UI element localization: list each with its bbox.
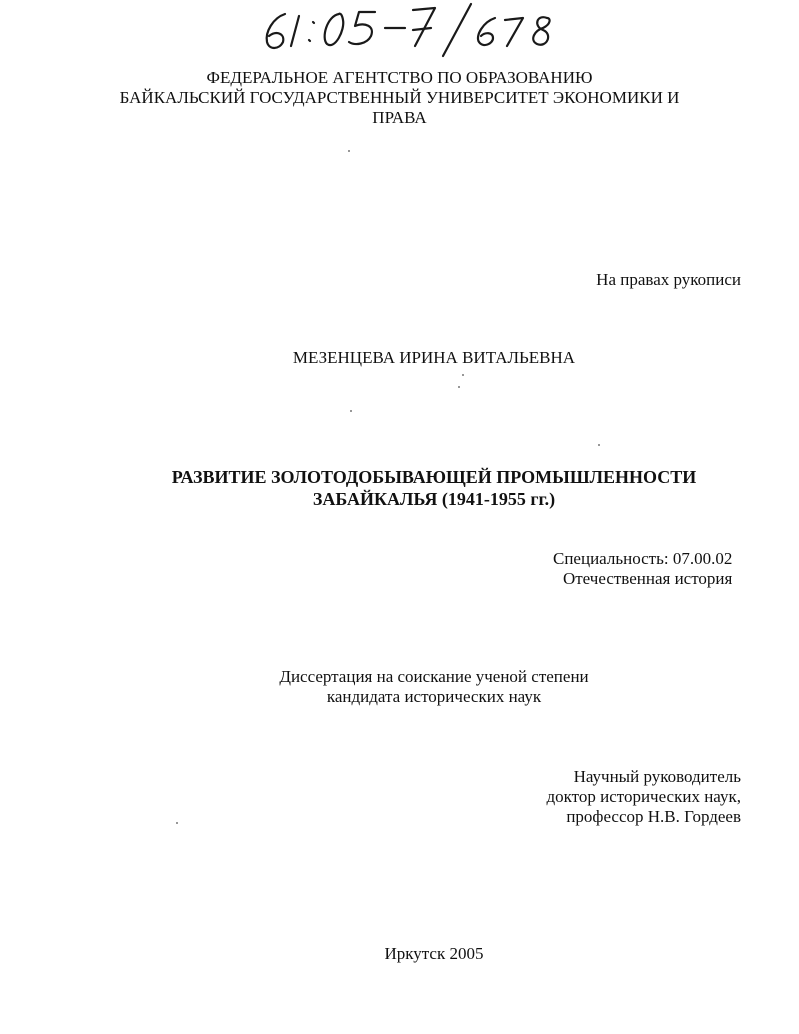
header-agency: ФЕДЕРАЛЬНОЕ АГЕНТСТВО ПО ОБРАЗОВАНИЮ [206,68,593,87]
supervisor-role: Научный руководитель [573,767,741,786]
title-line-2: ЗАБАЙКАЛЬЯ (1941-1955 гг.) [312,489,556,509]
specialty-code: Специальность: 07.00.02 [553,549,733,568]
handwritten-archive-number [255,0,575,62]
scan-speck [350,410,352,412]
organization-header [0,68,799,128]
supervisor-name: профессор Н.В. Гордеев [566,807,741,826]
supervisor-block [546,767,741,827]
supervisor-degree: доктор исторических наук, [546,787,741,806]
degree-line-1: Диссертация на соискание ученой степени [279,667,589,686]
dissertation-degree [0,667,799,707]
scan-speck [462,374,464,376]
specialty-block [553,549,732,589]
header-university-cont: ПРАВА [372,108,427,127]
header-university: БАЙКАЛЬСКИЙ ГОСУДАРСТВЕННЫЙ УНИВЕРСИТЕТ ЭКОНОМИКИ И [119,88,680,107]
title-line-1: РАЗВИТИЕ ЗОЛОТОДОБЫВАЮЩЕЙ ПРОМЫШЛЕННОСТИ [171,467,697,487]
dissertation-title [0,466,799,510]
author-name: МЕЗЕНЦЕВА ИРИНА ВИТАЛЬЕВНА [292,348,576,367]
scan-speck [176,822,178,824]
scan-speck [598,444,600,446]
scan-speck [348,150,350,152]
city-year: Иркутск 2005 [384,944,484,963]
scan-speck [458,386,460,388]
specialty-name: Отечественная история [562,569,733,588]
degree-line-2: кандидата исторических наук [326,687,542,706]
rights-note: На правах рукописи [596,270,741,289]
